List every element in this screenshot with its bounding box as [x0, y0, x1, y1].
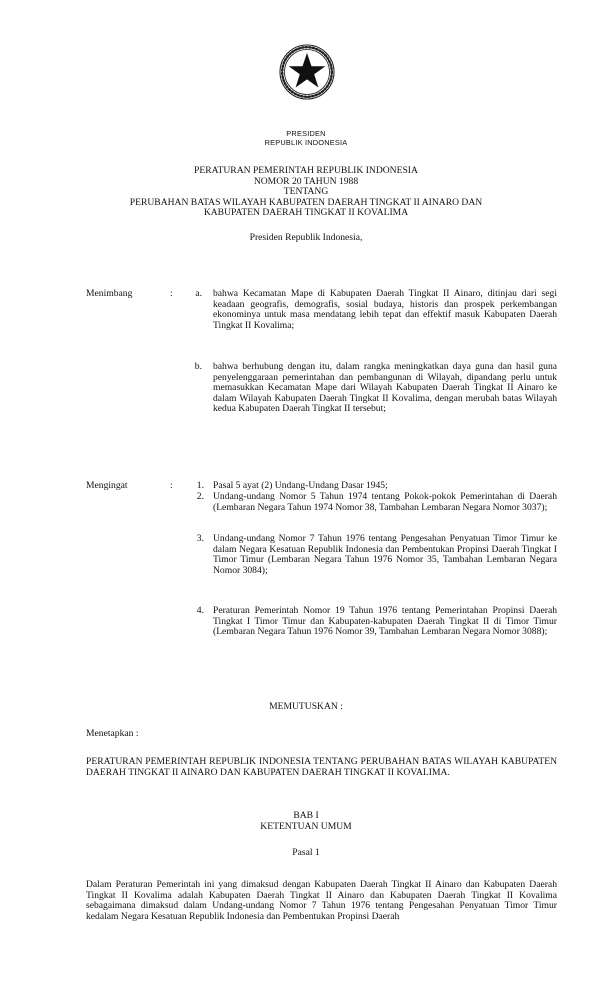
regulation-number: NOMOR 20 TAHUN 1988 [253, 175, 359, 187]
issuer-title: PRESIDEN [286, 129, 326, 138]
regulation-type: PERATURAN PEMERINTAH REPUBLIK INDONESIA [194, 165, 418, 176]
garuda-star-seal-icon [277, 42, 337, 102]
mengingat-colon: : [170, 480, 173, 491]
mengingat-item-2-marker: 2. [196, 491, 204, 502]
article-label: Pasal 1 [292, 847, 320, 858]
mengingat-item-3: Undang-undang Nomor 7 Tahun 1976 tentang Pengesahan Penyatuan Timor Timur ke dalam Negara Kesatuan Republik Indonesia dan Pembentukan Propinsi Daerah Tingkat I Timor Timur (Lembaran Negara Tahun 1976 Nomor 35, Tambahan Lembaran Negara Nomor 3084); [213, 533, 557, 576]
mengingat-item-1: Pasal 5 ayat (2) Undang-Undang Dasar 1945; [213, 480, 388, 491]
chapter-number: BAB I [293, 810, 319, 821]
mengingat-item-4: Peraturan Pemerintah Nomor 19 Tahun 1976 tentang Pemerintahan Propinsi Daerah Tingkat I Timor Timur dan Kabupaten-kabupaten Daerah Tingkat II di Timor Timur (Lembaran Negara Tahun 1976 Nomor 39, Tambahan Lembaran Negara Nomor 3088); [213, 605, 557, 638]
issuer-country: REPUBLIK INDONESIA [264, 138, 348, 147]
regulation-about-label: TENTANG [283, 186, 329, 197]
menimbang-item-b: bahwa berhubung dengan itu, dalam rangka meningkatkan daya guna dan hasil guna penyelenggaraan pemerintahan dan pembangunan di Wilayah, dipandang perlu untuk memasukkan Kecamatan Mape dari Wilayah Kabupaten Daerah Tingkat II Ainaro ke dalam Wilayah Kabupaten Daerah Tingkat II Kovalima, dengan merubah batas Wilayah kedua Kabupaten Daerah Tingkat II tersebut; [213, 361, 557, 415]
regulation-subject-line1: PERUBAHAN BATAS WILAYAH KABUPATEN DAERAH TINGKAT II AINARO DAN [129, 196, 483, 208]
mengingat-item-1-marker: 1. [196, 480, 204, 491]
mengingat-label: Mengingat [86, 480, 128, 491]
memutuskan-heading: MEMUTUSKAN : [269, 701, 343, 712]
menetapkan-label: Menetapkan : [86, 728, 139, 739]
menimbang-colon: : [170, 288, 173, 299]
menimbang-item-b-marker: b. [194, 361, 202, 372]
mengingat-item-2: Undang-undang Nomor 5 Tahun 1974 tentang Pokok-pokok Pemerintahan di Daerah (Lembaran Negara Tahun 1974 Nomor 38, Tambahan Lembaran Negara Nomor 3037); [213, 491, 557, 513]
menimbang-item-a-marker: a. [195, 288, 202, 299]
article-1-text: Dalam Peraturan Pemerintah ini yang dimaksud dengan Kabupaten Daerah Tingkat II Ainaro dan Kabupaten Daerah Tingkat II Kovalima adalah Kabupaten Daerah Tingkat II Ainaro dan Kabupaten Daerah Tingkat II Kovalima sebagaimana dimaksud dalam Undang-undang Nomor 7 Tahun 1976 tentang Pengesahan Penyatuan Timor Timur kedalam Negara Kesatuan Republik Indonesia dan Pembentukan Propinsi Daerah [86, 880, 557, 922]
menimbang-label: Menimbang [86, 288, 133, 299]
regulation-subject-line2: KABUPATEN DAERAH TINGKAT II KOVALIMA [203, 207, 409, 218]
menimbang-item-a: bahwa Kecamatan Mape di Kabupaten Daerah Tingkat II Ainaro, ditinjau dari segi keadaan geografis, demografis, sosial budaya, historis dan prospek perkembangan ekonominya untuk masa mendatang lebih tepat dan effektif masuk Kabupaten Daerah Tingkat II Kovalima; [213, 288, 557, 331]
enactment-text: PERATURAN PEMERINTAH REPUBLIK INDONESIA TENTANG PERUBAHAN BATAS WILAYAH KABUPATEN DAERAH TINGKAT II AINARO DAN KABUPATEN DAERAH TINGKAT II KOVALIMA. [86, 756, 557, 778]
chapter-title: KETENTUAN UMUM [260, 821, 352, 832]
mengingat-item-3-marker: 3. [196, 533, 204, 544]
mengingat-item-4-marker: 4. [196, 605, 204, 616]
opening-statement: Presiden Republik Indonesia, [249, 232, 363, 243]
